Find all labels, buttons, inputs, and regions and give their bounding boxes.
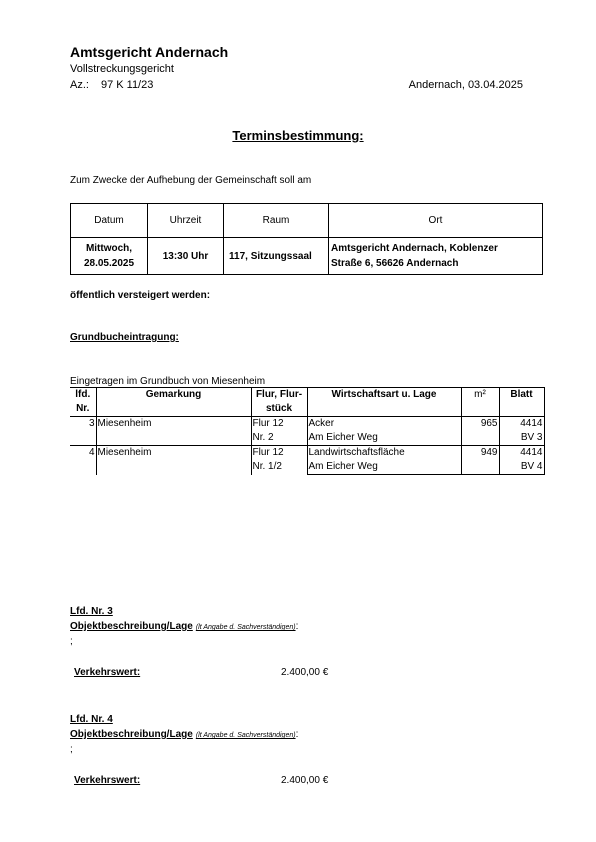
row-flurstueck: Nr. 2 (251, 431, 307, 446)
verkehrswert-label: Verkehrswert: (74, 667, 141, 678)
header-gemarkung: Gemarkung (96, 388, 251, 417)
row-m2: 949 (461, 446, 499, 461)
intro-text: Zum Zwecke der Aufhebung der Gemeinschaft soll am (70, 175, 312, 186)
termin-ort-line2: Straße 6, 56626 Andernach (331, 258, 459, 269)
grundbuch-table (70, 387, 545, 475)
termin-ort-line1: Amtsgericht Andernach, Koblenzer (331, 243, 498, 254)
object-hinweis: (lt Angabe d. Sachverständigen) (195, 732, 296, 739)
row-lfd: 3 (70, 417, 96, 432)
row-flur: Flur 12 (251, 446, 307, 461)
termin-table (70, 203, 543, 275)
object-hinweis: (lt Angabe d. Sachverständigen) (195, 624, 296, 631)
row-lfd: 4 (70, 446, 96, 461)
termin-header-row (71, 204, 543, 238)
row-bv: BV 4 (499, 460, 544, 475)
object-description-label: Objektbeschreibung/Lage (70, 621, 193, 632)
termin-date: 28.05.2025 (83, 258, 135, 269)
termin-ort (329, 238, 543, 275)
header-m2: m² (461, 388, 499, 417)
termin-header-datum: Datum (71, 204, 148, 238)
object-lfd-label: Lfd. Nr. 3 (70, 606, 113, 617)
row-blatt: 4414 (499, 417, 544, 432)
termin-weekday: Mittwoch, (85, 243, 133, 254)
table-row (70, 431, 544, 446)
row-flurstueck: Nr. 1/2 (251, 460, 307, 475)
object-description (70, 621, 298, 632)
row-lage: Am Eicher Weg (307, 460, 461, 475)
row-flur: Flur 12 (251, 417, 307, 432)
verkehrswert-label: Verkehrswert: (74, 775, 141, 786)
az-number: 97 K 11/23 (100, 79, 154, 91)
grundbuch-header-row (70, 388, 544, 417)
object-semicolon: ; (70, 744, 73, 755)
object-description-label: Objektbeschreibung/Lage (70, 729, 193, 740)
file-reference (70, 79, 153, 91)
table-row (70, 446, 544, 461)
termin-uhrzeit: 13:30 Uhr (148, 238, 224, 275)
termin-raum: 117, Sitzungssaal (224, 238, 329, 275)
row-blatt: 4414 (499, 446, 544, 461)
object-lfd-label: Lfd. Nr. 4 (70, 714, 113, 725)
header-wirtschaftsart: Wirtschaftsart u. Lage (307, 388, 461, 417)
object-colon: : (295, 621, 299, 632)
object-description (70, 729, 298, 740)
document-title: Terminsbestimmung: (232, 128, 364, 143)
row-gemarkung: Miesenheim (97, 447, 152, 458)
table-row (70, 460, 544, 475)
row-wirtschaftsart: Acker (307, 417, 461, 432)
place-date: Andernach, 03.04.2025 (408, 79, 523, 91)
object-colon: : (295, 729, 299, 740)
termin-header-raum: Raum (224, 204, 329, 238)
row-wirtschaftsart: Landwirtschaftsfläche (307, 446, 461, 461)
court-name: Amtsgericht Andernach (70, 44, 229, 60)
termin-header-ort: Ort (329, 204, 543, 238)
header-lfd: lfd. Nr. (70, 388, 96, 417)
termin-header-uhrzeit: Uhrzeit (148, 204, 224, 238)
object-semicolon: ; (70, 636, 73, 647)
header-blatt: Blatt (499, 388, 544, 417)
header-flur: Flur, Flur- stück (251, 388, 307, 417)
row-bv: BV 3 (499, 431, 544, 446)
termin-data-row (71, 238, 543, 275)
row-m2: 965 (461, 417, 499, 432)
row-gemarkung: Miesenheim (97, 418, 152, 429)
az-label: Az.: (70, 79, 89, 91)
row-lage: Am Eicher Weg (307, 431, 461, 446)
court-department: Vollstreckungsgericht (70, 63, 174, 75)
eingetragen-text: Eingetragen im Grundbuch von Miesenheim (70, 376, 266, 387)
verkehrswert-value: 2.400,00 € (281, 775, 329, 786)
versteigert-text: öffentlich versteigert werden: (70, 290, 211, 301)
verkehrswert-value: 2.400,00 € (281, 667, 329, 678)
table-row (70, 417, 544, 432)
grundbuch-heading: Grundbucheintragung: (70, 332, 179, 343)
termin-datum (71, 238, 148, 275)
